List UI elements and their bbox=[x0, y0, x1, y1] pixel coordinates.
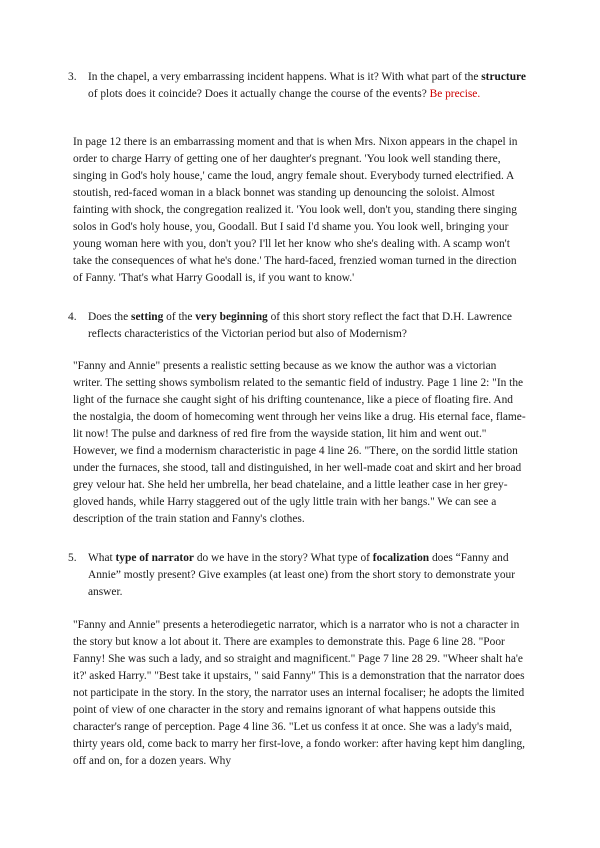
question-emphasis: very beginning bbox=[195, 311, 268, 323]
answer-3: In page 12 there is an embarrassing moment and that is when Mrs. Nixon appears in the chapel in order to charge Harry of getting one of her daughter's pregnant. 'You look well standing there, singing in God's holy house,' came the loud, angry female shout. Everybody turned electrified. A stoutish, red-faced woman in a black bonnet was standing up denouncing the soloist. Almost fainting with shock, the congregation realized it. 'You look well, don't you, standing there singing solos in God's holy house, you, Goodall. But I said I'd shame you. You look well, bringing your young woman here with you, don't you? I'll let her know who she's dealing with. A scamp won't take the consequences of what he's done.' The hard-faced, frenzied woman turned in the direction of Fanny. 'That's what Harry Goodall is, if you want to know.' bbox=[73, 136, 518, 284]
answer-5: "Fanny and Annie" presents a heterodiegetic narrator, which is a narrator who is not a character in the story but know a lot about it. There are examples to demonstrate this. Page 6 line 28. "Poor Fanny! She was such a lady, and so straight and magnificent." Page 7 line 28 29. "Wheer shalt ha'e it?' asked Harry." "Best take it upstairs, " said Fanny" This is a demonstration that the narrator does not participate in the story. In the story, the narrator uses an internal focaliser; he adopts the limited point of view of one character in the story and remains ignorant of what happens outside this character's range of perception. Page 4 line 36. "Let us confess it at once. She was a lady's maid, thirty years old, come back to marry her first-love, a fondo worker: after having kept him dangling, off and on, for a dozen years. Why bbox=[73, 619, 526, 767]
question-emphasis: type of narrator bbox=[115, 552, 194, 564]
question-5 bbox=[68, 550, 528, 601]
question-3 bbox=[68, 69, 528, 103]
question-instruction: Be precise. bbox=[429, 88, 481, 100]
question-text: of this short story reflect the fact that D.H. Lawrence reflects characteristics of the Victorian period but also of Modernism? bbox=[88, 311, 512, 340]
question-text: of the bbox=[163, 311, 196, 323]
question-text: What bbox=[88, 552, 116, 564]
question-text: of plots does it coincide? Does it actually change the course of the events? bbox=[88, 88, 430, 100]
question-number: 5. bbox=[68, 552, 77, 564]
question-text: In the chapel, a very embarrassing incident happens. What is it? With what part of the bbox=[88, 71, 482, 83]
question-emphasis: setting bbox=[131, 311, 164, 323]
answer-4: "Fanny and Annie" presents a realistic setting because as we know the author was a victorian writer. The setting shows symbolism related to the semantic field of industry. Page 1 line 2: "In the light of the furnace she caught sight of his drifting countenance, like a piece of floating fire. And the nostalgia, the doom of homecoming went through her veins like a drug. His eternal face, flame-lit now! The pulse and darkness of red fire from the wayside station, lit him and went out." However, we find a modernism characteristic in page 4 line 26. "There, on the sordid little station under the furnaces, she stood, tall and distinguished, in her well-made coat and skirt and her broad grey velour hat. She held her umbrella, her bead chatelaine, and a little leather case in her grey-gloved hands, while Harry staggered out of the ugly little train with her bangs." We can see a description of the train station and Fanny's clothes. bbox=[73, 360, 526, 525]
question-emphasis: focalization bbox=[372, 552, 430, 564]
question-text: Does the bbox=[88, 311, 132, 323]
question-number: 3. bbox=[68, 71, 77, 83]
question-number: 4. bbox=[68, 311, 77, 323]
question-4 bbox=[68, 309, 528, 343]
question-emphasis: structure bbox=[481, 71, 526, 83]
question-text: do we have in the story? What type of bbox=[193, 552, 373, 564]
question-text: does “Fanny and Annie” mostly present? Give examples (at least one) from the short story to demonstrate your answer. bbox=[88, 552, 516, 598]
